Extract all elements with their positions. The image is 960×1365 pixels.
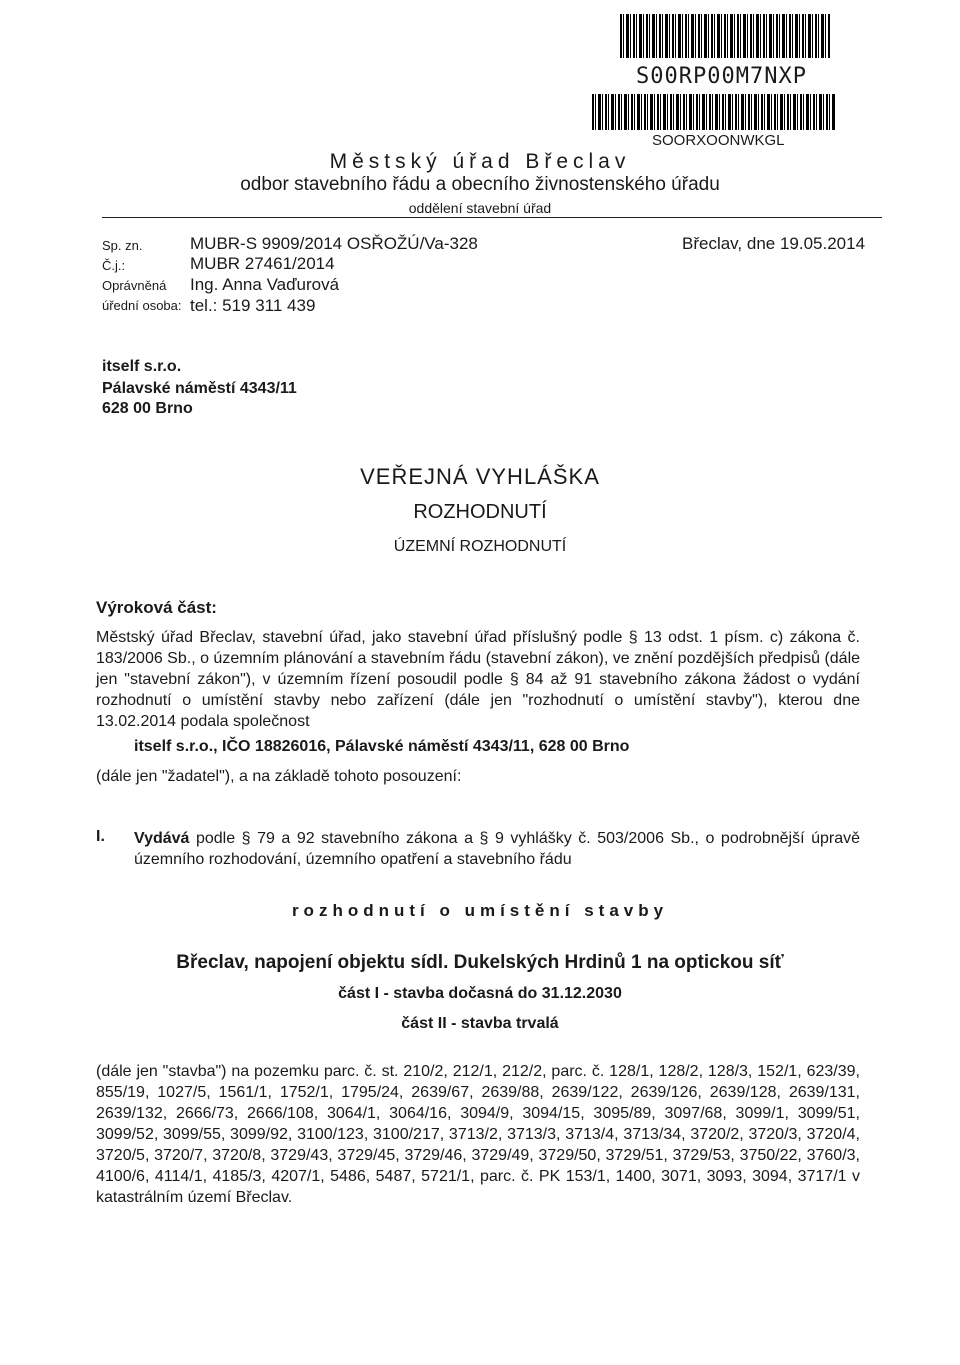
applicant: itself s.r.o., IČO 18826016, Pálavské náměstí 4343/11, 628 00 Brno bbox=[134, 738, 630, 755]
barcode-top bbox=[620, 14, 830, 58]
tel-value: tel.: 519 311 439 bbox=[190, 296, 316, 315]
place-date: Břeclav, dne 19.05.2014 bbox=[682, 234, 866, 253]
decision-heading: rozhodnutí o umístění stavby bbox=[291, 901, 669, 920]
section-name: oddělení stavební úřad bbox=[408, 200, 552, 216]
recipient-city: 628 00 Brno bbox=[102, 400, 193, 417]
title-rozhodnuti: ROZHODNUTÍ bbox=[413, 501, 547, 523]
section-label: Výroková část: bbox=[96, 598, 217, 617]
item-bold: Vydává bbox=[134, 830, 190, 847]
osoba-value: Ing. Anna Vaďurová bbox=[190, 275, 340, 294]
spzn-value: MUBR-S 9909/2014 OSŘOŽÚ/Va-328 bbox=[190, 234, 478, 253]
item-text bbox=[134, 828, 860, 870]
cj-value: MUBR 27461/2014 bbox=[190, 254, 335, 273]
office-name: Městský úřad Břeclav bbox=[329, 150, 631, 173]
recipient-street: Pálavské náměstí 4343/11 bbox=[102, 380, 297, 397]
recipient-name: itself s.r.o. bbox=[102, 358, 182, 375]
barcode-bottom-text: SOORXOONWKGL bbox=[652, 132, 785, 149]
barcode-bottom bbox=[592, 94, 836, 130]
spzn-label: Sp. zn. bbox=[102, 238, 143, 253]
part-2: část II - stavba trvalá bbox=[401, 1015, 559, 1032]
osoba-label-2: úřední osoba: bbox=[102, 298, 182, 313]
paragraph-parcels: (dále jen "stavba") na pozemku parc. č. st. 210/2, 212/1, 212/2, parc. č. 128/1, 128/2, 128/3, 152/1, 623/39, 855/19, 1027/5, 1561/1, 1752/1, 1795/24, 2639/67, 2639/88, 2639/122, 2639/126, 2639/128, 2639/131, 2639/132, 2666/73, 2666/108, 3064/1, 3064/16, 3094/9, 3094/15, 3095/89, 3097/68, 3099/1, 3099/51, 3099/52, 3099/55, 3099/92, 3100/123, 3100/217, 3713/2, 3713/3, 3713/4, 3713/34, 3720/2, 3720/3, 3720/4, 3720/5, 3720/7, 3720/8, 3729/43, 3729/45, 3729/46, 3729/49, 3729/50, 3729/51, 3729/53, 3750/22, 3760/3, 4100/6, 4114/1, 4185/3, 4207/1, 5486, 5487, 5721/1, parc. č. PK 153/1, 1400, 3071, 3093, 3094, 3717/1 v katastrálním území Břeclav. bbox=[96, 1063, 860, 1206]
title-verejna-vyhlaska: VEŘEJNÁ VYHLÁŠKA bbox=[360, 464, 600, 489]
cj-label: Č.j.: bbox=[102, 258, 126, 273]
part-1: část I - stavba dočasná do 31.12.2030 bbox=[338, 985, 622, 1002]
paragraph-intro: Městský úřad Břeclav, stavební úřad, jako stavební úřad příslušný podle § 13 odst. 1 písm. c) zákona č. 183/2006 Sb., o územním plánování a stavebním řádu (stavební zákon), ve znění pozdějších předpisů (dále jen "stavební zákon"), v územním řízení posoudil podle § 84 až 91 stavebního zákona žádost o vydání rozhodnutí o umístění stavby nebo zařízení (dále jen "rozhodnutí o umístění stavby"), kterou dne 13.02.2014 podala společnost bbox=[96, 629, 861, 730]
item-body: podle § 79 a 92 stavebního zákona a § 9 vyhlášky č. 503/2006 Sb., o podrobnější úpravě územního rozhodování, územního opatření a stavebního řádu bbox=[134, 830, 860, 868]
barcode-top-text: S00RP00M7NXP bbox=[636, 64, 807, 89]
osoba-label-1: Oprávněná bbox=[102, 278, 167, 293]
department-name: odbor stavebního řádu a obecního živnostenského úřadu bbox=[240, 174, 720, 195]
paragraph-applicant-note: (dále jen "žadatel"), a na základě tohoto posouzení: bbox=[96, 768, 462, 785]
project-title: Břeclav, napojení objektu sídl. Dukelských Hrdinů 1 na optickou síť bbox=[176, 952, 784, 973]
title-uzemni-rozhodnuti: ÚZEMNÍ ROZHODNUTÍ bbox=[393, 538, 567, 555]
header-rule bbox=[102, 217, 882, 218]
item-number: I. bbox=[96, 828, 105, 845]
